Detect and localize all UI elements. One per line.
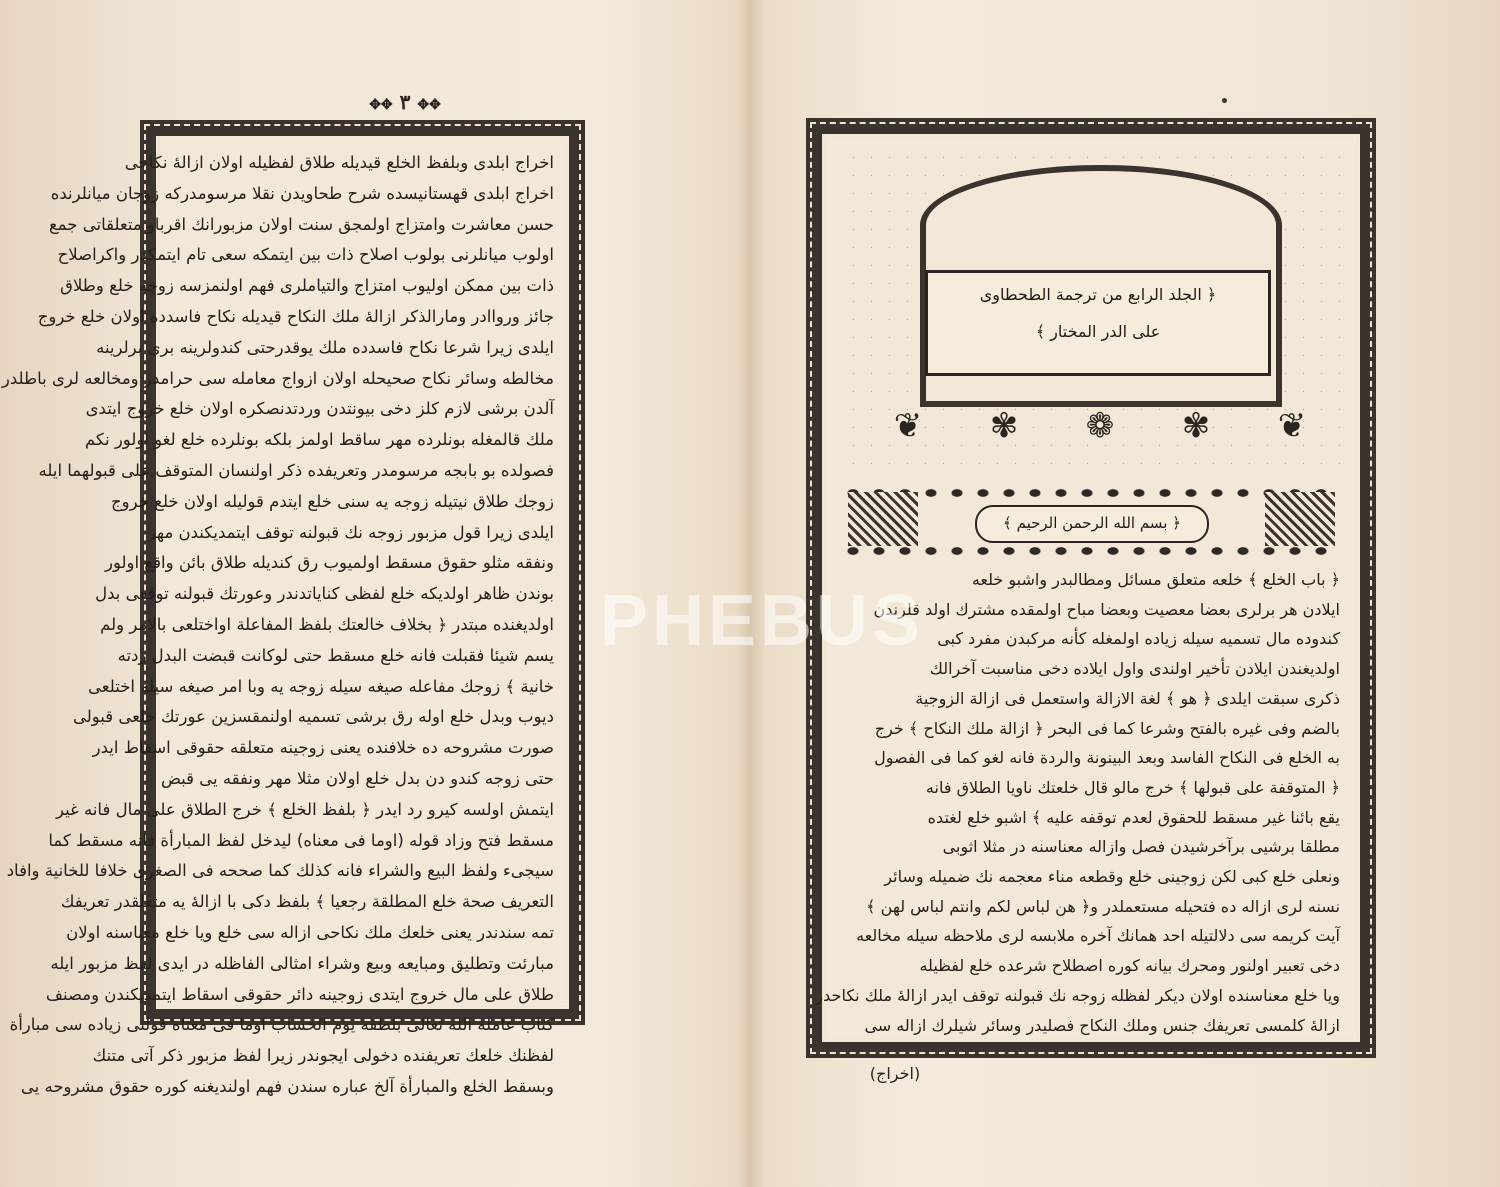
text-line: وبسقط الخلع والمبارأة آلخ عباره سندن فهم اولندیغنه کوره حقوق مشروحه یی (20, 1076, 554, 1096)
floral-ornament-row (860, 396, 1340, 456)
text-line: کتاب عاملة الله تعالی بلطفه یوم الحساب اوما فی معناه قولنی زیاده سی مبارأة (9, 1015, 554, 1035)
text-line: ایلادن هر برلری بعضا معصیت وبعضا مباح اولمقده مشترك اولد قلرندن (873, 599, 1340, 619)
text-line: بوندن ظاهر اولدیکه خلع لفظی کنایاتدندر وعورتك قبولنه توقفی بدل (95, 584, 554, 604)
watermark: PHEBUS (600, 581, 925, 661)
text-line: اولدیغنده مبتدر ﴿ بخلاف خالعتك بلفظ المفاعلة اواختلعی بالامر ولم (100, 614, 554, 634)
text-line: مسقط فتح وزاد قوله (اوما فی معناه) لیدخل لفظ المبارأة فانه مسقط کما (48, 830, 554, 850)
text-line: آلدن برشی لازم کلز دخی بیونتدن وردتدنصکره اولان خلع خروج ایتدی (85, 399, 554, 419)
floral-icon: ❁ (1085, 406, 1115, 446)
text-line: یسم شیئا فقبلت فانه خلع مسقط حتی لوکانت قبضت البدل ردته (117, 645, 554, 665)
chain-border-bottom (840, 542, 1340, 560)
text-line: اولوب میانلرنی بولوب اصلاح ذات بین ایتمکه سعی تام ایتمکدر واکراصلاح (57, 245, 554, 265)
ornament-icon: ✥✥ (417, 97, 441, 113)
text-line: مطلقا برشیی برآخرشیدن فصل وازاله معناسنه در مثلا اثوبی (942, 837, 1340, 857)
left-page-text (1, 148, 554, 1103)
text-line: فصولده بو بابجه مرسومدر وتعریفده ذکر اولنسان المتوقف علی قبولهما ایله (38, 460, 554, 480)
text-line: التعریف صحة خلع المطلقة رجعیا ﴾ بلفظ دکی با ازالهٔ یه متعلقدر تعریفك (60, 892, 554, 912)
text-line: یقع بائنا غیر مسقط للحقوق لعدم توقفه علیه ﴾ اشبو خلع لغتده (927, 807, 1340, 827)
text-line: اخراج ابلدی وبلفظ الخلع قیدیله طلاق لفظیله اولان ازالهٔ نکاحی (124, 153, 554, 172)
floral-icon: ✾ (989, 406, 1019, 446)
text-line: ﴿ المتوقفة علی قبولها ﴾ خرج مالو قال خلعتك ناویا الطلاق فانه (925, 777, 1340, 797)
volume-title-line-1: ﴿ الجلد الرابع من ترجمة الطحطاوی (979, 285, 1217, 304)
text-line: ازالهٔ کلمسی تعریفك جنس وملك النکاح فصلیدر وسائر شیلرك ازاله سی (864, 1015, 1340, 1035)
text-line: لفظنك خلعك تعریفنده دخولی ایجوندر زیرا لفظ مزبور ذکر آتی متنك (92, 1046, 554, 1066)
volume-title-box (925, 270, 1271, 376)
text-line: جائز ورواادر ومارالذکر ازالهٔ ملك النکاح قیدیله نکاح فاسدده اولان خلع خروج (37, 306, 554, 326)
corner-ornament-right (1265, 492, 1335, 546)
volume-title-line-2: علی الدر المختار ﴾ (1035, 322, 1161, 341)
ornament-icon: ✥✥ (369, 97, 393, 113)
page-number-header (330, 90, 480, 120)
catchword: (اخراج) (869, 1064, 921, 1083)
text-line: ایلدی زیرا قول مزبور زوجه نك قبولنه توقف ایتمدیکندن مهر (147, 522, 554, 542)
text-line: دیوب وبدل خلع اوله رق برشی تسمیه اولنمقسزین عورتك خلعی قبولی (72, 707, 554, 727)
page-number: ٣ (399, 90, 411, 114)
text-line: کندوده مال تسمیه سیله زیاده اولمغله کأنه مرکبدن مفرد کبی (937, 629, 1340, 649)
floral-icon: ✾ (1181, 406, 1211, 446)
text-line: مبارئت وتطلیق ومبایعه وبیع وشراء امثالی الفاظله در ایدی لفظ مزبور ایله (50, 953, 554, 973)
text-line: حتی زوجه کندو دن بدل خلع اولان مثلا مهر ونفقه یی قبض (160, 768, 554, 788)
text-line: حسن معاشرت وامتزاج اولمجق سنت اولان مزبورانك اقرباو متعلقاتی جمع (48, 214, 554, 234)
text-line: ایلدی زیرا شرعا نکاح فاسدده ملك یوقدرحتی کندولرینه بری برلرینه (96, 337, 554, 357)
text-line: مخالطه وسائر نکاح صحیحله اولان ازواج معامله سی حرامدر ومخالعه لری باطلدر (1, 368, 554, 388)
basmala: ﴿ بسم الله الرحمن الرحیم ﴾ (975, 505, 1209, 543)
text-line: خانیة ﴾ زوجك مفاعله صیغه سیله زوجه یه وبا امر صیغه سیله اختلعی (88, 676, 554, 696)
text-line: ﴿ باب الخلع ﴾ خلعه متعلق مسائل ومطالبدر واشبو خلعه (971, 570, 1340, 589)
text-line: نسنه لری ازاله ده فتحیله مستعملدر و﴿ هن لباس لکم وانتم لباس لهن ﴾ (866, 896, 1340, 916)
text-line: سیجیء ولفظ البیع والشراء فانه کذلك کما صححه فی الصغری خلافا للخانیة وافاد (6, 861, 554, 881)
text-line: ذات بین ممکن اولیوب امتزاج والتیاملری فهم اولنمزسه زوجه خلع وطلاق (60, 276, 554, 296)
text-line: دخی تعبیر اولنور ومحرك بیانه کوره اصطلاح شرعده خلع لفظیله (919, 956, 1340, 976)
floral-icon: ❦ (1277, 406, 1307, 446)
text-line: طلاق علی مال خروج ایتدی زوجینه دائر حقوقی اسقاط ایتمدیکندن ومصنف (45, 984, 554, 1004)
text-line: ونفقه مثلو حقوق مسقط اولمیوب رق کندیله طلاق بائن واقع اولور (105, 553, 554, 573)
text-line: اخراج ابلدی قهستانیسده شرح طحاویدن نقلا مرسومدرکه زوجان میانلرنده (50, 183, 554, 203)
floral-icon: ❦ (893, 406, 923, 446)
text-line: بالضم وفی غیره بالفتح وشرعا کما فی البحر ﴿ ازالة ملك النکاح ﴾ خرج (874, 718, 1340, 738)
text-line: آیت کریمه سی دلالتیله احد همانك آخره ملابسه لری ملاحظه سیله مخالعه (856, 926, 1340, 946)
text-line: ویا خلع معناسنده اولان دیکر لفظله زوجه نك قبولنه توقف ایدر ازالهٔ ملك نکاحدر (815, 985, 1340, 1005)
text-line: زوجك طلاق نیتیله زوجه یه سنی خلع ایتدم قولیله اولان خلع خروج (111, 491, 554, 511)
text-line: اولدیغندن ایلادن تأخیر اولندی واول ایلاده دخی مناسبت آخرالك (929, 659, 1340, 679)
text-line: صورت مشروحه ده خلافنده یعنی زوجینه متعلقه حقوقی اسقاط ایدر (92, 738, 554, 758)
ink-dot (1222, 98, 1227, 103)
text-line: تمه سندندر یعنی خلعك ملك نکاحی ازاله سی خلع ویا خلع معناسنه اولان (66, 922, 554, 942)
corner-ornament-left (848, 492, 918, 546)
text-line: ذکری سبقت ایلدی ﴿ هو ﴾ لغة الازالة واستعمل فی ازالة الزوجیة (915, 688, 1340, 708)
text-line: ونعلی خلع کبی لکن زوجینی خلع وقطعه مناء معجمه نك ضمیله وسائر (884, 867, 1340, 887)
text-line: ایتمش اولسه کیرو رد ایدر ﴿ بلفظ الخلع ﴾ خرج الطلاق علی مال فانه غیر (56, 799, 554, 819)
text-line: ملك قالمغله بونلرده مهر ساقط اولمز بلکه بونلرده خلع لغو اولور نکم (84, 430, 554, 450)
text-line: به الخلع فی النکاح الفاسد وبعد البینونة والردة فانه لغو کما فی الفصول (874, 748, 1340, 768)
